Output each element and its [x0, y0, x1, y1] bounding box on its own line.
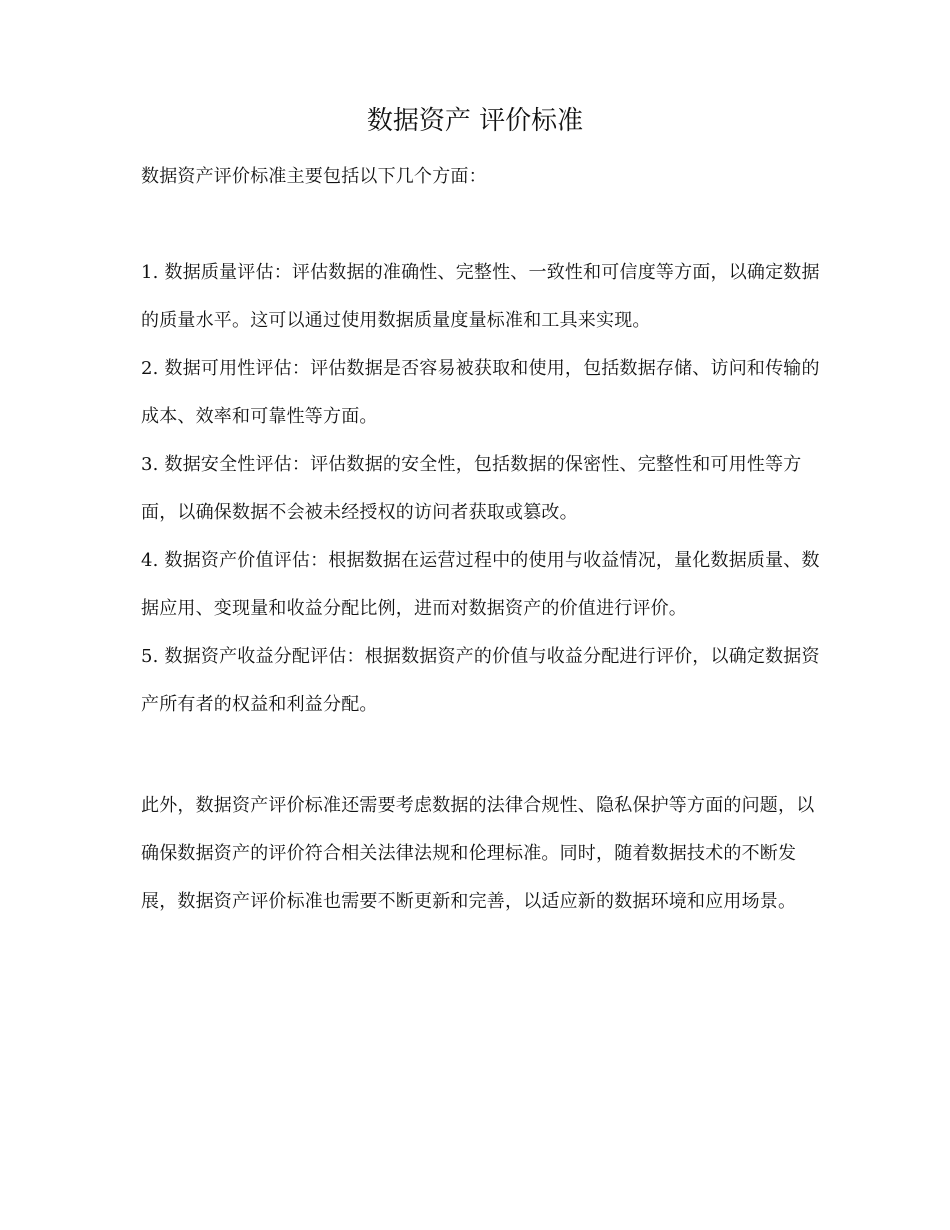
list-item: 4. 数据资产价值评估：根据数据在运营过程中的使用与收益情况，量化数据质量、数据应用、变现量和收益分配比例，进而对数据资产的价值进行评价。: [141, 550, 820, 619]
criteria-list: [141, 249, 821, 729]
intro-paragraph: 数据资产评价标准主要包括以下几个方面：: [141, 166, 487, 187]
list-item: 3. 数据安全性评估：评估数据的安全性，包括数据的保密性、完整性和可用性等方面，以确保数据不会被未经授权的访问者获取或篡改。: [141, 454, 802, 523]
list-item: 2. 数据可用性评估：评估数据是否容易被获取和使用，包括数据存储、访问和传输的成本、效率和可靠性等方面。: [141, 358, 820, 427]
document-title: 数据资产 评价标准: [366, 106, 584, 136]
list-item: 1. 数据质量评估：评估数据的准确性、完整性、一致性和可信度等方面，以确定数据的质量水平。这可以通过使用数据质量度量标准和工具来实现。: [141, 262, 820, 331]
list-item: 5. 数据资产收益分配评估：根据数据资产的价值与收益分配进行评价，以确定数据资产所有者的权益和利益分配。: [141, 646, 820, 715]
closing-paragraph: 此外，数据资产评价标准还需要考虑数据的法律合规性、隐私保护等方面的问题，以确保数据资产的评价符合相关法律法规和伦理标准。同时，随着数据技术的不断发展，数据资产评价标准也需要不断更新和完善，以适应新的数据环境和应用场景。: [141, 795, 815, 912]
